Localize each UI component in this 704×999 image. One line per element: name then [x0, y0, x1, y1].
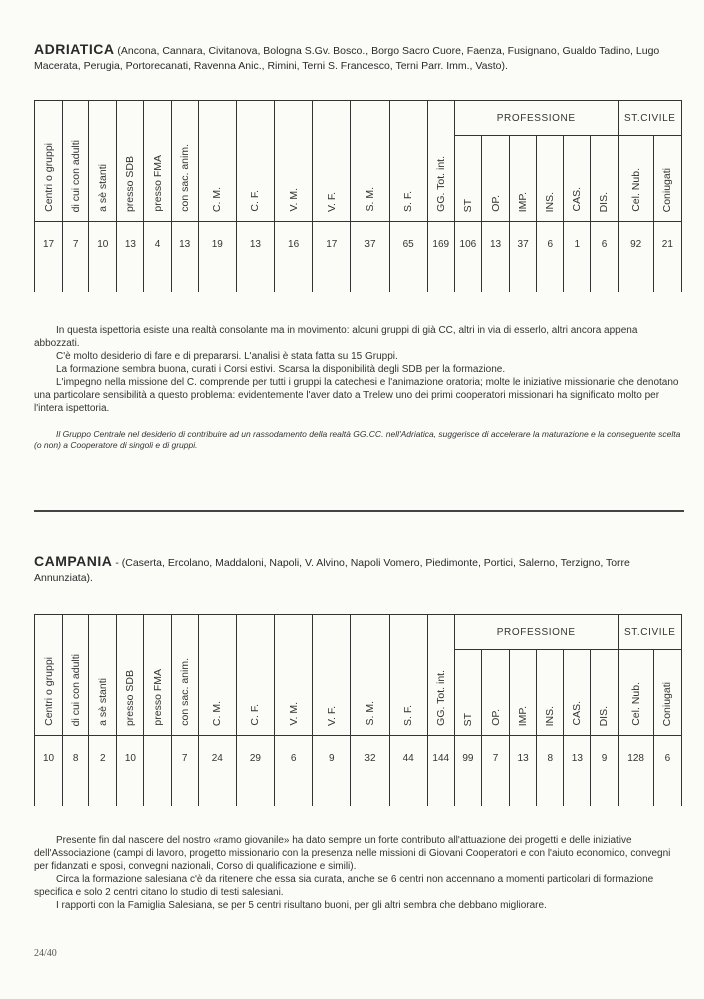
header-vf: V. F. — [313, 101, 351, 222]
header-st-civile: ST.CIVILE — [618, 615, 681, 650]
header-cas: CAS. — [564, 650, 591, 736]
header-presso-sdb: presso SDB — [117, 615, 144, 736]
header-vf: V. F. — [313, 615, 351, 736]
header-ins: INS. — [537, 136, 564, 222]
header-cm: C. M. — [198, 615, 236, 736]
header-cas: CAS. — [564, 136, 591, 222]
header-sac-anim: con sac. anim. — [171, 101, 198, 222]
region-name: ADRIATICA — [34, 41, 115, 57]
header-se-stanti: a sè stanti — [89, 615, 117, 736]
region-towns: (Ancona, Cannara, Civitanova, Bologna S.Gv. Bosco., Borgo Sacro Cuore, Faenza, Fusignano, Gualdo Tadino, Lugo Macerata, Perugia, Portorecanati, Ravenna Anic., Rimini, Terni S. Francesco, Terni Parr. Imm., Vasto). — [34, 45, 660, 72]
header-st: ST — [454, 650, 481, 736]
header-vm: V. M. — [275, 615, 313, 736]
campania-text — [34, 834, 684, 912]
paragraph: C'è molto desiderio di fare e di prepararsi. L'analisi è stata fatta su 15 Gruppi. — [56, 351, 398, 362]
paragraph: La formazione sembra buona, curati i Corsi estivi. Scarsa la disponibilità degli SDB per la formazione. — [56, 364, 506, 375]
adriatica-table — [34, 100, 682, 292]
adriatica-title — [34, 42, 684, 74]
table-row: 17 7 10 13 4 13 19 13 16 17 37 65 169 106 13 37 6 1 6 92 21 — [35, 222, 682, 267]
header-imp: IMP. — [510, 136, 537, 222]
header-sm: S. M. — [351, 615, 389, 736]
header-vm: V. M. — [275, 101, 313, 222]
header-coniugati: Coniugati — [653, 136, 681, 222]
header-cm: C. M. — [198, 101, 236, 222]
header-cel-nub: Cel. Nub. — [618, 136, 653, 222]
header-op: OP. — [481, 650, 509, 736]
header-sf: S. F. — [389, 101, 427, 222]
paragraph: I rapporti con la Famiglia Salesiana, se per 5 centri risultano buoni, per gli altri sembra che debbano migliorare. — [56, 900, 547, 911]
header-st-civile: ST.CIVILE — [618, 101, 681, 136]
page-number: 24/40 — [34, 948, 57, 959]
header-professione: PROFESSIONE — [454, 615, 618, 650]
note: Il Gruppo Centrale nel desiderio di contribuire ad un rassodamento della realtà GG.CC. nell'Adriatica, suggerisce di accelerare la maturazione e la conseguente scelta (o non) a Cooperatore di singoli e di gruppi. — [34, 429, 681, 450]
header-centri: Centri o gruppi — [35, 101, 63, 222]
header-sf: S. F. — [389, 615, 427, 736]
header-adulti: di cui con adulti — [63, 101, 89, 222]
paragraph: Presente fin dal nascere del nostro «ramo giovanile» ha dato sempre un forte contributo all'attuazione dei progetti e delle iniziative dell'Associazione (campi di lavoro, progetto missionario con la presenza nelle missioni di Giovani Cooperatori e con l'aiuto economico, convegni per fidanzati e sposi, convegni nazionali, Corso di qualificazione e simili). — [34, 835, 671, 872]
header-presso-sdb: presso SDB — [117, 101, 144, 222]
header-cf: C. F. — [236, 101, 274, 222]
paragraph: Circa la formazione salesiana c'è da ritenere che essa sia curata, anche se 6 centri non accennano a momenti particolari di formazione specifica e solo 2 centri citano lo studio di testi salesiani. — [34, 874, 654, 898]
header-op: OP. — [481, 136, 509, 222]
header-professione: PROFESSIONE — [454, 101, 618, 136]
paragraph: In questa ispettoria esiste una realtà consolante ma in movimento: alcuni gruppi di già CC, altri in via di esserlo, altri ancora appena abbozzati. — [34, 325, 638, 349]
header-gg-tot: GG. Tot. int. — [427, 615, 454, 736]
header-presso-fma: presso FMA — [144, 615, 171, 736]
header-st: ST — [454, 136, 481, 222]
campania-title — [34, 554, 684, 586]
header-ins: INS. — [537, 650, 564, 736]
paragraph: L'impegno nella missione del C. comprende per tutti i gruppi la catechesi e l'animazione oratoria; molte le iniziative missionarie che denotano una particolare sensibilità a questo problema: evidentemente l'aver dato a Trelew uno dei primi cooperatori missionari ha significato molto per l'intera ispettoria. — [34, 377, 679, 414]
header-centri: Centri o gruppi — [35, 615, 63, 736]
header-presso-fma: presso FMA — [144, 101, 171, 222]
header-adulti: di cui con adulti — [63, 615, 89, 736]
header-dis: DIS. — [591, 136, 618, 222]
section-divider — [34, 510, 684, 512]
header-gg-tot: GG. Tot. int. — [427, 101, 454, 222]
header-dis: DIS. — [591, 650, 618, 736]
header-cel-nub: Cel. Nub. — [618, 650, 653, 736]
header-sm: S. M. — [351, 101, 389, 222]
region-towns: - (Caserta, Ercolano, Maddaloni, Napoli, V. Alvino, Napoli Vomero, Piedimonte, Portici, Salerno, Terzigno, Torre Annunziata). — [34, 557, 630, 584]
campania-table — [34, 614, 682, 806]
header-cf: C. F. — [236, 615, 274, 736]
adriatica-text — [34, 324, 684, 451]
table-row: 10 8 2 10 7 24 29 6 9 32 44 144 99 7 13 8 13 9 128 6 — [35, 736, 682, 781]
region-name: CAMPANIA — [34, 553, 113, 569]
header-coniugati: Coniugati — [653, 650, 681, 736]
header-se-stanti: a sè stanti — [89, 101, 117, 222]
header-imp: IMP. — [510, 650, 537, 736]
header-sac-anim: con sac. anim. — [171, 615, 198, 736]
